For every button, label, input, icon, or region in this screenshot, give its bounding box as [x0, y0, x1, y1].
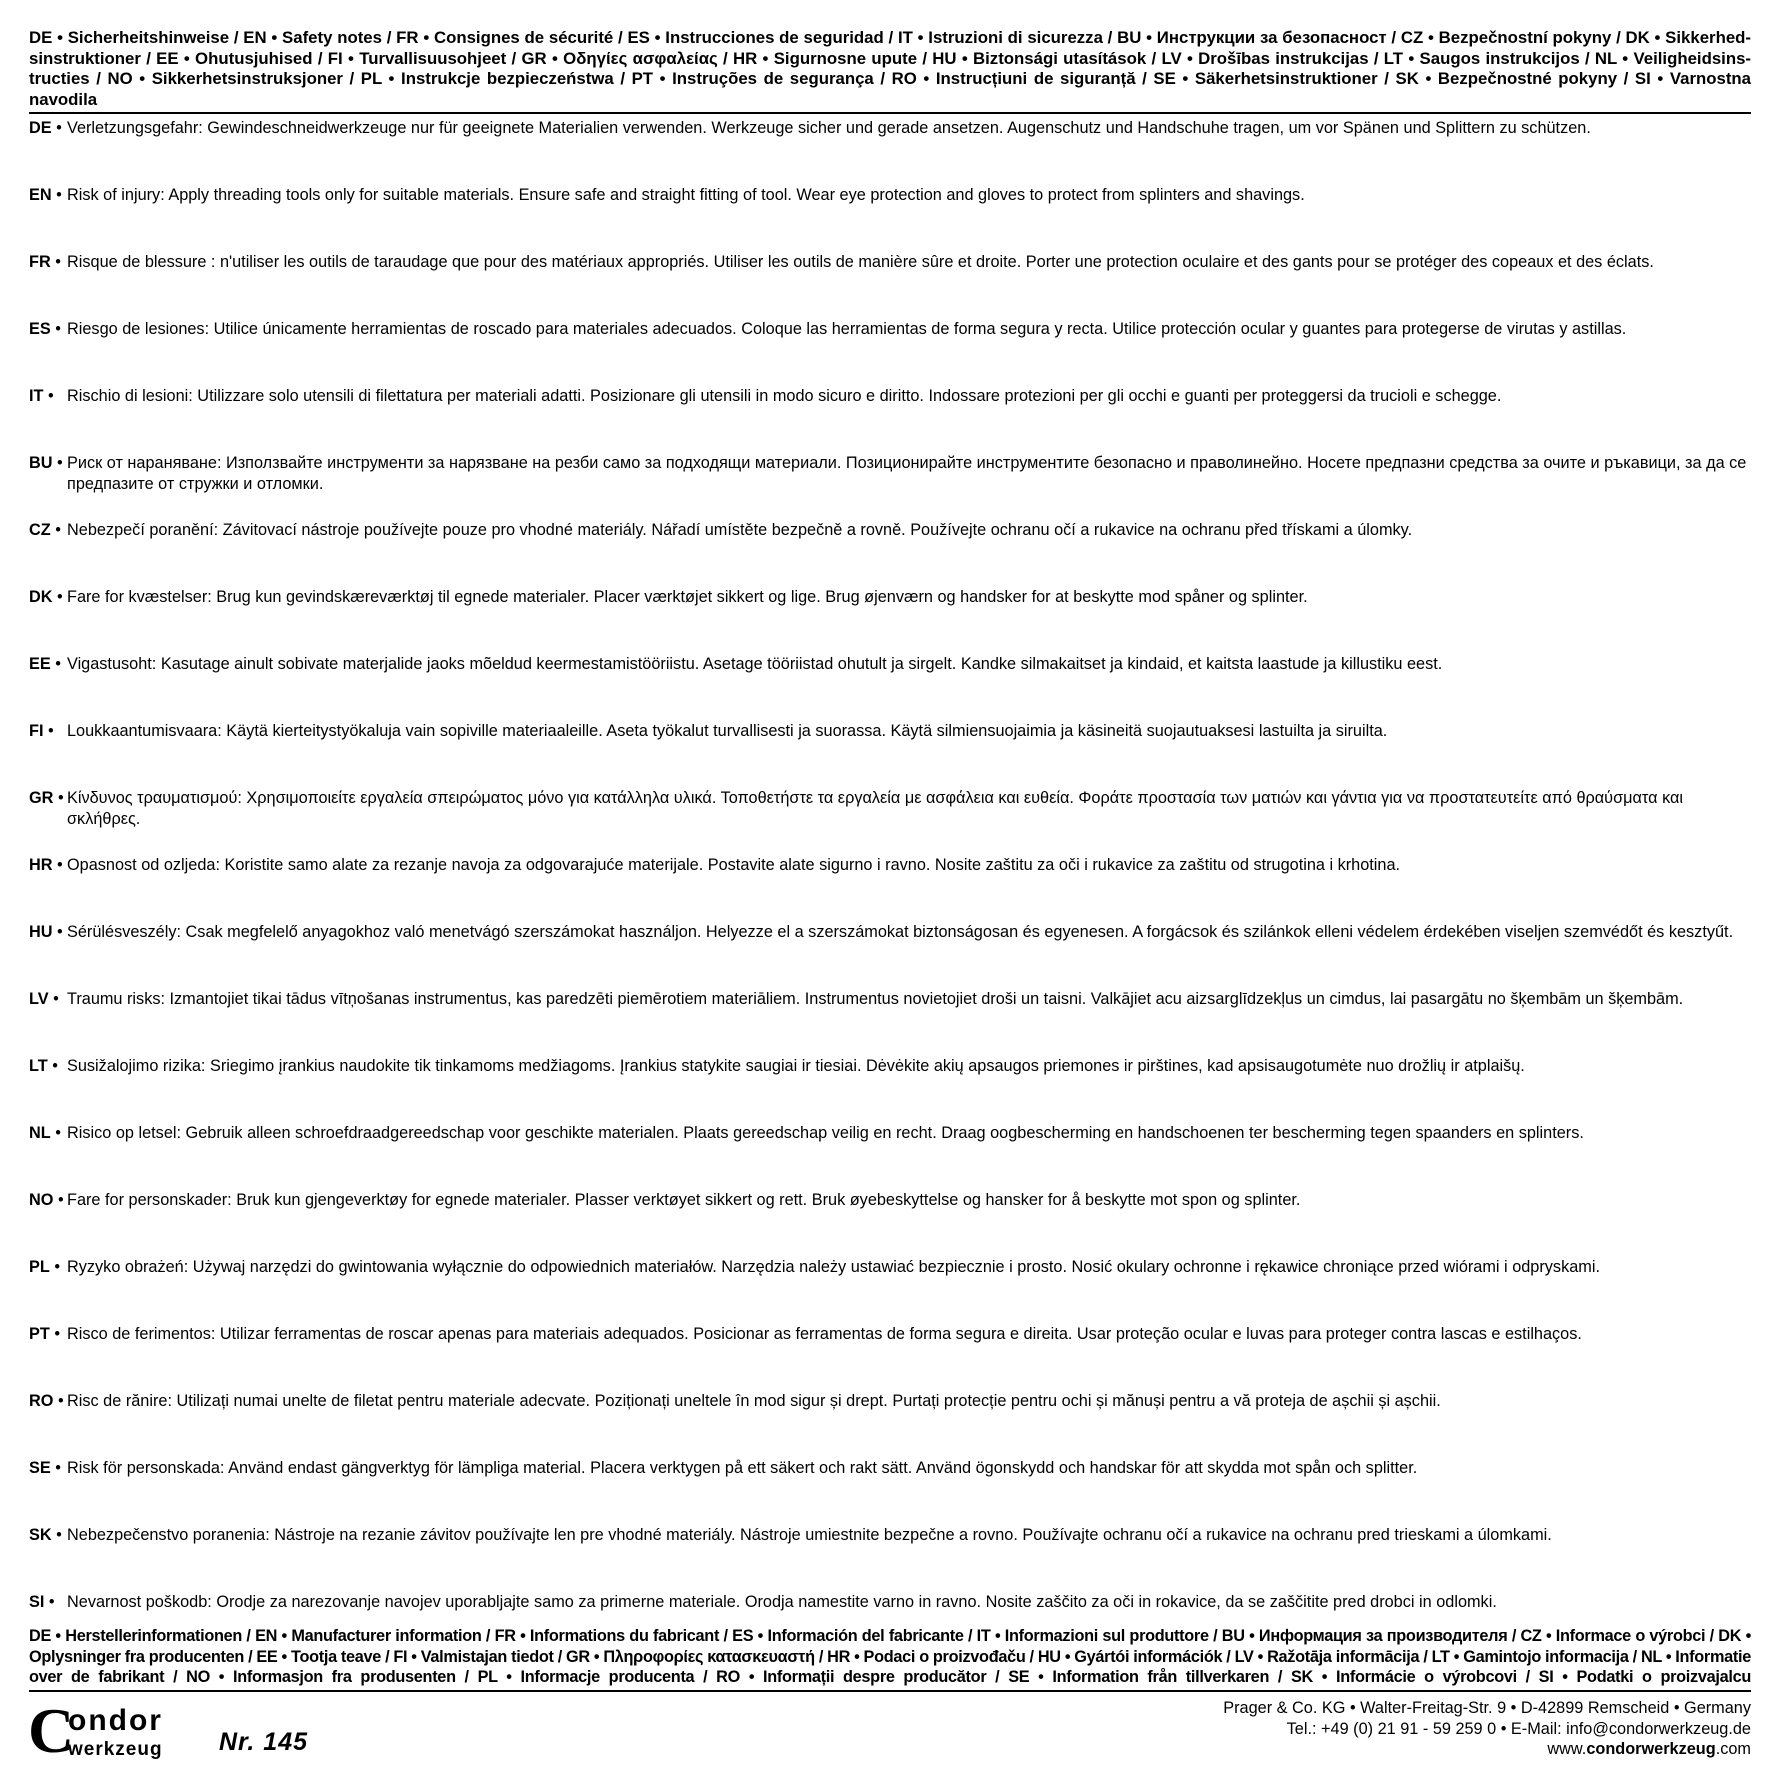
- safety-note-nl: [29, 1123, 1751, 1190]
- language-code: DE •: [29, 119, 62, 137]
- safety-note-text: Verletzungsgefahr: Gewindeschneidwerkzeuge nur für geeignete Materialien verwenden. Werkzeuge sicher und gerade ansetzen. Augenschutz und Handschuhe tragen, um vor Spänen und Splittern zu schützen.: [67, 119, 1591, 137]
- safety-note-hu: [29, 922, 1751, 989]
- language-code: LV •: [29, 990, 59, 1008]
- language-code: DK •: [29, 588, 63, 606]
- safety-note-it: [29, 386, 1751, 453]
- logo-sub-text: werkzeug: [68, 1739, 163, 1760]
- safety-sheet: [28, 28, 1751, 1766]
- safety-note-text: Loukkaantumisvaara: Käytä kierteitystyökaluja vain sopiville materiaaleille. Aseta työkalut turvallisesti ja suorassa. Käytä silmiensuojaimia ja käsineitä suojautuaksesi lastuilta ja siruilta.: [67, 722, 1388, 740]
- safety-note-text: Rischio di lesioni: Utilizzare solo utensili di filettatura per materiali adatti. Posizionare gli utensili in modo sicuro e diritto. Indossare protezioni per gli occhi e guanti per proteggersi da trucioli e schegge.: [67, 387, 1502, 405]
- safety-note-text: Риск от нараняване: Използвайте инструменти за нарязване на резби само за подходящи материали. Позиционирайте инструментите безопасно и праволинейно. Носете предпазни средства за очите и ръкавици, за да се предпазите от стружки и отломки.: [67, 454, 1747, 493]
- language-code: PL •: [29, 1258, 61, 1276]
- language-code: IT •: [29, 387, 54, 405]
- language-code: RO •: [29, 1392, 64, 1410]
- safety-note-text: Risico op letsel: Gebruik alleen schroefdraadgereedschap voor geschikte materialen. Plaats gereedschap veilig en recht. Draag oogbescherming en handschoenen ter bescherming tegen spaanders en splinters.: [67, 1124, 1584, 1142]
- language-code: FI •: [29, 722, 54, 740]
- safety-note-es: [29, 319, 1751, 386]
- safety-note-ro: [29, 1391, 1751, 1458]
- safety-note-text: Fare for kvæstelser: Brug kun gevindskæreværktøj til egnede materialer. Placer værktøjet sikkert og lige. Brug øjenværn og handsker for at beskytte mod spåner og splinter.: [67, 588, 1308, 606]
- safety-note-text: Susižalojimo rizika: Sriegimo įrankius naudokite tik tinkamoms medžiagoms. Įrankius statykite saugiai ir tiesiai. Dėvėkite akių apsaugos priemones ir pirštines, kad apsisaugotumėte nuo drožlių ir atplaišų.: [67, 1057, 1525, 1075]
- language-code: SI •: [29, 1593, 55, 1611]
- language-code: HU •: [29, 923, 63, 941]
- safety-note-text: Fare for personskader: Bruk kun gjengeverktøy for egnede materialer. Plasser verktøyet sikkert og rett. Bruk øyebeskyttelse og hansker for å beskytte mot spon og splinter.: [67, 1191, 1301, 1209]
- safety-note-de: [29, 118, 1751, 185]
- safety-note-no: [29, 1190, 1751, 1257]
- language-code: LT •: [29, 1057, 58, 1075]
- language-code: GR •: [29, 789, 64, 807]
- language-code: HR •: [29, 856, 63, 874]
- safety-note-ee: [29, 654, 1751, 721]
- condor-logo: [28, 1696, 218, 1766]
- safety-note-text: Nebezpečenstvo poranenia: Nástroje na rezanie závitov používajte len pre vhodné materiály. Nástroje umiestnite bezpečne a rovno. Používajte ochranu očí a rukavice na ochranu pred trieskami a úlomkami.: [67, 1526, 1552, 1544]
- safety-note-bu: [29, 453, 1751, 520]
- safety-notes-list: [29, 118, 1751, 1659]
- safety-note-sk: [29, 1525, 1751, 1592]
- language-code: PT •: [29, 1325, 61, 1343]
- website-link[interactable]: www.condorwerkzeug.com: [1547, 1740, 1751, 1758]
- safety-note-fr: [29, 252, 1751, 319]
- safety-note-text: Risk för personskada: Använd endast gängverktyg för lämpliga material. Placera verktygen på ett säkert och rakt sätt. Använd ögonskydd och handskar för att skydda mot spån och splitter.: [67, 1459, 1418, 1477]
- safety-note-pt: [29, 1324, 1751, 1391]
- safety-note-fi: [29, 721, 1751, 788]
- safety-note-text: Nevarnost poškodb: Orodje za narezovanje navojev uporabljajte samo za primerne materiale. Orodja namestite varno in ravno. Nosite zaščito za oči in rokavice, da se zaščitite pred drobci in odlomki.: [67, 1593, 1497, 1611]
- language-code: ES •: [29, 320, 61, 338]
- safety-note-text: Ryzyko obrażeń: Używaj narzędzi do gwintowania wyłącznie do odpowiednich materiałów. Narzędzia należy ustawiać bezpiecznie i prosto. Nosić okulary ochronne i rękawice chroniące przed wiórami i odpryskami.: [67, 1258, 1600, 1276]
- safety-note-gr: [29, 788, 1751, 855]
- language-code: BU •: [29, 454, 63, 472]
- safety-note-text: Risc de rănire: Utilizați numai unelte de filetat pentru materiale adecvate. Poziționați uneltele în mod sigur și drept. Purtați protecție pentru ochi și mănuși pentru a vă proteja de așchii și așchii.: [67, 1392, 1441, 1410]
- safety-note-text: Vigastusoht: Kasutage ainult sobivate materjalide jaoks mõeldud keermestamistööriistu. Asetage tööriistad ohutult ja sirgelt. Kandke silmakaitset ja kindaid, et kaitsta laastude ja killustiku eest.: [67, 655, 1443, 673]
- safety-note-text: Nebezpečí poranění: Závitovací nástroje používejte pouze pro vhodné materiály. Nářadí umístěte bezpečně a rovně. Používejte ochranu očí a rukavice na ochranu před třískami a úlomky.: [67, 521, 1413, 539]
- safety-note-lt: [29, 1056, 1751, 1123]
- safety-note-cz: [29, 520, 1751, 587]
- safety-note-en: [29, 185, 1751, 252]
- safety-note-text: Κίνδυνος τραυματισμού: Χρησιμοποιείτε εργαλεία σπειρώματος μόνο για κατάλληλα υλικά. Τοποθετήστε τα εργαλεία με ασφάλεια και ευθεία. Φοράτε προστασία των ματιών και γάντια για να προστατευτείτε από θραύσματα και σκλήθρες.: [67, 789, 1684, 828]
- address-line: Prager & Co. KG • Walter-Freitag-Str. 9 • D-42899 Remscheid • Germany: [1223, 1699, 1751, 1717]
- safety-note-se: [29, 1458, 1751, 1525]
- language-code: CZ •: [29, 521, 61, 539]
- safety-note-text: Traumu risks: Izmantojiet tikai tādus vītņošanas instrumentus, kas paredzēti piemērotiem materiāliem. Instrumentus novietojiet droši un taisni. Valkājiet acu aizsarglīdzekļus un cimdus, lai pasargātu no šķembām un šķembām.: [67, 990, 1684, 1008]
- safety-note-text: Sérülésveszély: Csak megfelelő anyagokhoz való menetvágó szerszámokat használjon. Helyezze el a szerszámokat biztonságosan és egyenesen. A forgácsok és szilánkok elleni védelem érdekében viseljen szemvédőt és kesztyűt.: [67, 923, 1734, 941]
- safety-note-text: Risque de blessure : n'utiliser les outils de taraudage que pour des matériaux appropriés. Utiliser les outils de manière sûre et droite. Porter une protection oculaire et des gants pour se protéger des copeaux et des éclats.: [67, 253, 1654, 271]
- language-code: SE •: [29, 1459, 61, 1477]
- logo-c-letter: C: [28, 1696, 75, 1766]
- language-code: NL •: [29, 1124, 61, 1142]
- language-code: EE •: [29, 655, 61, 673]
- language-code: NO •: [29, 1191, 64, 1209]
- safety-note-dk: [29, 587, 1751, 654]
- safety-note-text: Risco de ferimentos: Utilizar ferramentas de roscar apenas para materiais adequados. Posicionar as ferramentas de forma segura e direita. Usar proteção ocular e luvas para proteger contra lascas e estilhaços.: [67, 1325, 1582, 1343]
- language-code: FR •: [29, 253, 61, 271]
- safety-note-hr: [29, 855, 1751, 922]
- safety-note-text: Riesgo de lesiones: Utilice únicamente herramientas de roscado para materiales adecuados. Coloque las herramientas de forma segura y recta. Utilice protección ocular y guantes para protegerse de virutas y astillas.: [67, 320, 1627, 338]
- language-code: EN •: [29, 186, 62, 204]
- manufacturer-address: [1223, 1698, 1751, 1760]
- model-number: Nr. 145: [219, 1728, 309, 1756]
- safety-note-text: Opasnost od ozljeda: Koristite samo alate za rezanje navoja za odgovarajuće materijale. Postavite alate sigurno i ravno. Nosite zaštitu za oči i rukavice za zaštitu od strugotina i krhotina.: [67, 856, 1401, 874]
- contact-line: Tel.: +49 (0) 21 91 - 59 259 0 • E-Mail: info@condorwerkzeug.de: [1286, 1719, 1751, 1738]
- safety-note-text: Risk of injury: Apply threading tools only for suitable materials. Ensure safe and straight fitting of tool. Wear eye protection and gloves to protect from splinters and shavings.: [67, 186, 1305, 204]
- safety-note-pl: [29, 1257, 1751, 1324]
- manufacturer-info-header: DE • Herstellerinformationen / EN • Manufacturer information / FR • Informations du fabricant / ES • Información del fabricante / IT • Informazioni sul produttore / BU • Информация за производителя / CZ • Informace o výrobci / DK • Oplysninger fra producenten / EE • Tootja teave / FI • Valmistajan tiedot / GR • Πληροφορίες κατασκευαστή / HR • Podaci o proizvođaču / HU • Gyártói információk / LV • Ražotāja informācija / LT • Gamintojo informacija / NL • Informatie over de fabrikant / NO • Informasjon fra produsenten / PL • Informacje producenta / RO • Informații despre producător / SE • Information från tillverkaren / SK • Informácie o výrobcovi / SI • Podatki o proizvajalcu: [29, 1626, 1751, 1692]
- safety-note-lv: [29, 989, 1751, 1056]
- logo-brand-text: ondor: [68, 1704, 163, 1737]
- safety-notes-header: DE • Sicherheitshinweise / EN • Safety notes / FR • Consignes de sécurité / ES • Instrucciones de seguridad / IT • Istruzioni di sicurezza / BU • Инструкции за безопасност / CZ • Bezpečnostní pokyny / DK • Sikkerhedsinstruktioner / EE • Ohutusjuhised / FI • Turvallisuusohjeet / GR • Οδηγίες ασφαλείας / HR • Sigurnosne upute / HU • Biztonsági utasítások / LV • Drošības instrukcijas / LT • Saugos instrukcijos / NL • Veiligheidsinstructies / NO • Sikkerhetsinstruksjoner / PL • Instrukcje bezpieczeństwa / PT • Instruções de segurança / RO • Instrucțiuni de siguranță / SE • Säkerhetsinstruktioner / SK • Bezpečnostné pokyny / SI • Varnostna navodila: [29, 28, 1751, 114]
- language-code: SK •: [29, 1526, 62, 1544]
